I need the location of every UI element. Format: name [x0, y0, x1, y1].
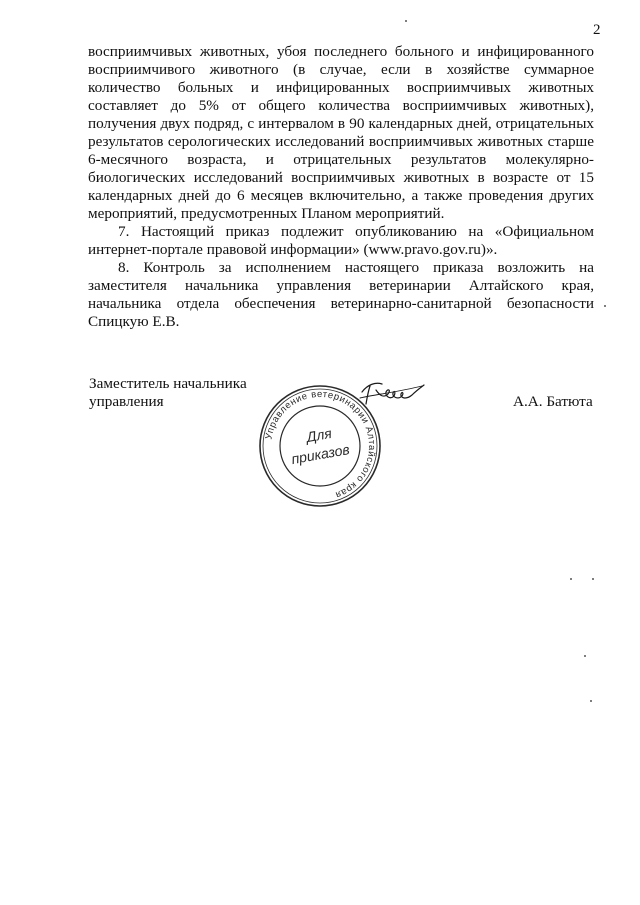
signatory-position	[89, 375, 247, 411]
signatory-name: А.А. Батюта	[513, 393, 593, 410]
stamp-center-line1: Для	[305, 424, 333, 446]
paragraph-item-7: 7. Настоящий приказ подлежит опубликованию на «Официальном интернет-портале правовой информации» (www.pravo.gov.ru)».	[88, 223, 594, 258]
document-body	[88, 43, 594, 331]
handwritten-signature	[358, 378, 428, 410]
scan-speck	[584, 655, 586, 657]
scan-speck	[604, 305, 606, 307]
stamp-center-line2: приказов	[290, 441, 351, 468]
scan-speck	[405, 20, 407, 22]
scan-speck	[590, 700, 592, 702]
signatory-position-line2: управления	[89, 393, 164, 410]
scan-speck	[570, 578, 572, 580]
paragraph-continuation: восприимчивых животных, убоя последнего больного и инфицированного восприимчивого животного (в случае, если в хозяйстве суммарное количество больных и инфицированных восприимчивых животных составляет до 5% от общего количества восприимчивых животных), получения двух подряд, с интервалом в 90 календарных дней, отрицательных результатов серологических исследований восприимчивых животных старше 6-месячного возраста, и отрицательных результатов молекулярно-биологических исследований восприимчивых животных в возрасте от 15 календарных дней до 6 месяцев включительно, а также проведения других мероприятий, предусмотренных Планом мероприятий.	[88, 43, 594, 222]
scan-speck	[592, 578, 594, 580]
page-number: 2	[593, 22, 601, 38]
paragraph-item-8: 8. Контроль за исполнением настоящего приказа возложить на заместителя начальника управления ветеринарии Алтайского края, начальника отдела обеспечения ветеринарно-санитарной безопасности Спицкую Е.В.	[88, 259, 594, 330]
stamp-ring-text: Управление ветеринарии Алтайского края	[263, 388, 378, 501]
signatory-position-line1: Заместитель начальника	[89, 375, 247, 392]
